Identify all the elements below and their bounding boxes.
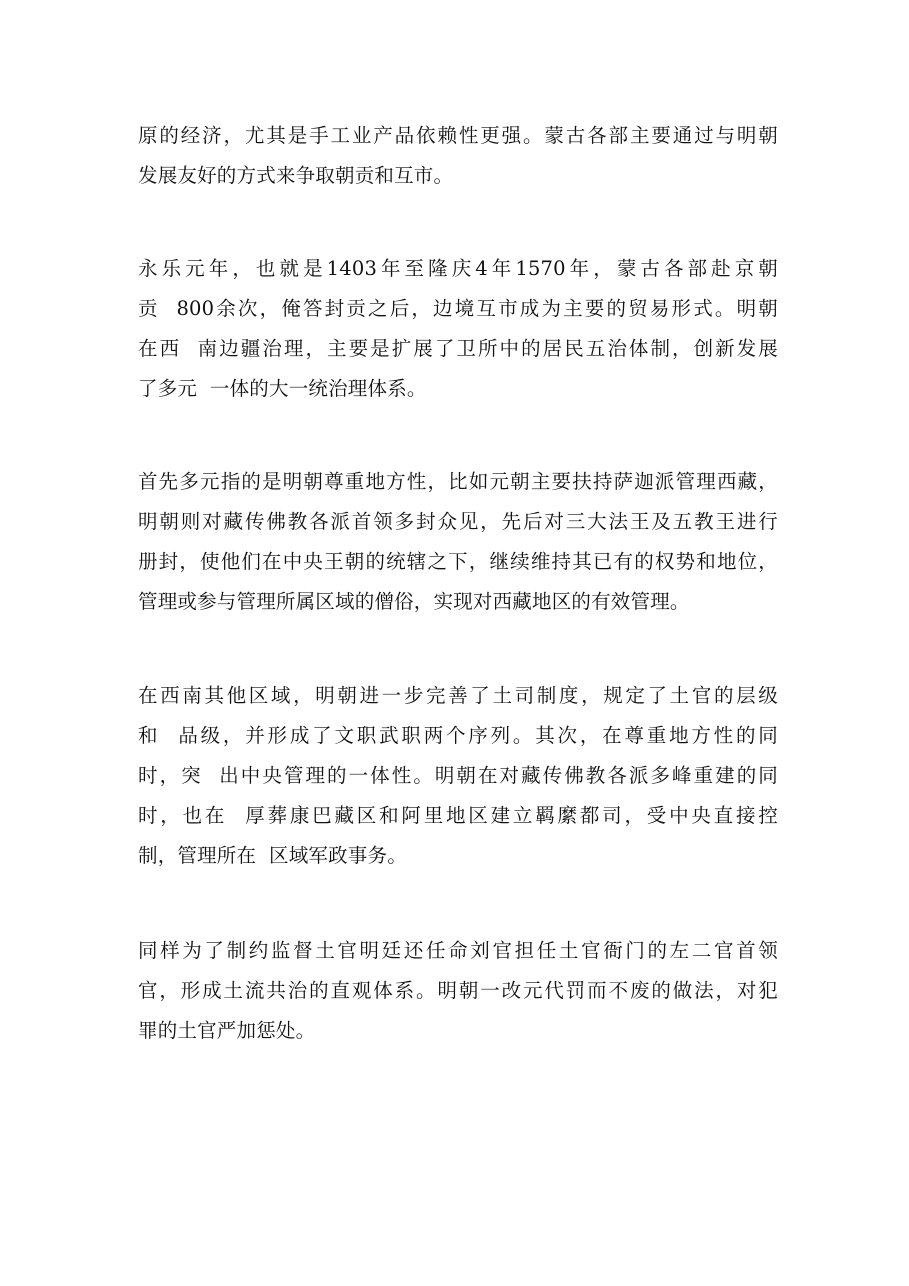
- paragraph-4: [138, 676, 778, 876]
- text-line: 和 品级，并形成了文职武职两个序列。其次，在尊重地方性的同: [138, 724, 778, 747]
- text-line: 册封，使他们在中央王朝的统辖之下，继续维持其已有的权势和地位，: [138, 550, 778, 573]
- text-line: 永乐元年，也就是1403年至隆庆4年1570年，蒙古各部赴京朝: [138, 257, 778, 280]
- text-line: 了多元 一体的大一统治理体系。: [138, 377, 427, 400]
- text-line: 官，形成土流共治的直观体系。明朝一改元代罚而不废的做法，对犯: [138, 979, 778, 1002]
- text-line: 在西 南边疆治理，主要是扩展了卫所中的居民五治体制，创新发展: [138, 337, 778, 360]
- text-line: 制，管理所在 区域军政事务。: [138, 844, 407, 867]
- text-line: 原的经济，尤其是手工业产品依赖性更强。蒙古各部主要通过与明朝: [138, 124, 778, 147]
- text-line: 罪的土官严加惩处。: [138, 1019, 316, 1042]
- text-line: 在西南其他区域，明朝进一步完善了土司制度，规定了土官的层级: [138, 684, 778, 707]
- text-line: 明朝则对藏传佛教各派首领多封众见，先后对三大法王及五教王进行: [138, 510, 778, 533]
- paragraph-3: [138, 462, 778, 622]
- text-line: 管理或参与管理所属区域的僧俗，实现对西藏地区的有效管理。: [138, 590, 690, 613]
- paragraph-1: [138, 116, 778, 196]
- paragraph-2: [138, 249, 778, 409]
- text-line: 时，突 出中央管理的一体性。明朝在对藏传佛教各派多峰重建的同: [138, 764, 778, 787]
- text-line: 首先多元指的是明朝尊重地方性，比如元朝主要扶持萨迦派管理西藏，: [138, 470, 778, 493]
- text-line: 发展友好的方式来争取朝贡和互市。: [138, 164, 454, 187]
- text-line: 贡 800余次，俺答封贡之后，边境互市成为主要的贸易形式。明朝: [138, 297, 778, 320]
- paragraph-5: [138, 931, 778, 1051]
- text-line: 同样为了制约监督土官明廷还任命刘官担任土官衙门的左二官首领: [138, 939, 778, 962]
- text-line: 时，也在 厚葬康巴藏区和阿里地区建立羁縻都司，受中央直接控: [138, 804, 778, 827]
